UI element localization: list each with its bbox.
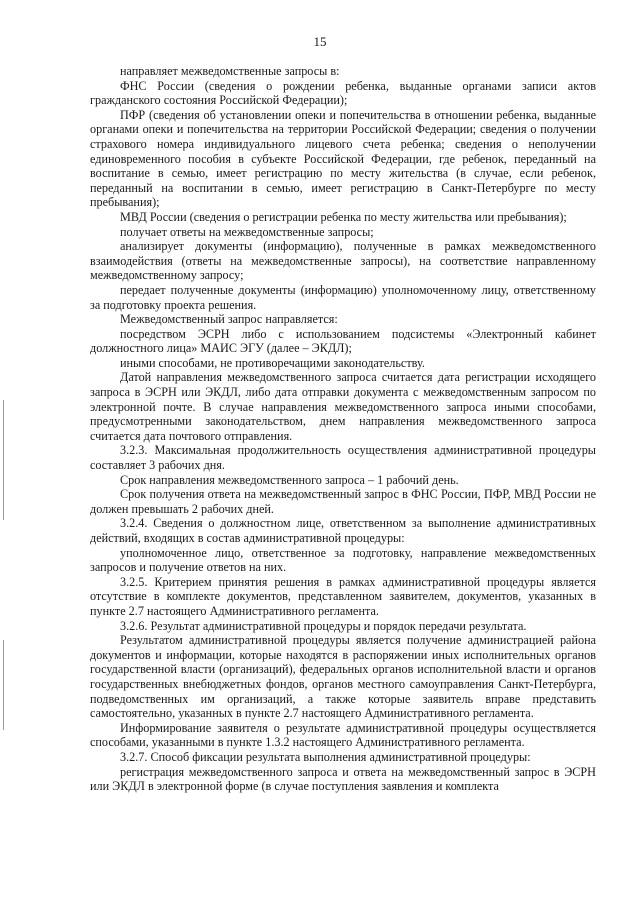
paragraph: посредством ЭСРН либо с использованием подсистемы «Электронный кабинет должностного лица» МАИС ЭГУ (далее – ЭКДЛ); xyxy=(90,326,596,356)
paragraph: МВД России (сведения о регистрации ребенка по месту жительства или пребывания); xyxy=(120,209,567,224)
document-body xyxy=(90,64,596,794)
paragraph: получает ответы на межведомственные запросы; xyxy=(120,224,374,239)
paragraph: Срок направления межведомственного запроса – 1 рабочий день. xyxy=(120,472,459,487)
paragraph: передает полученные документы (информацию) уполномоченному лицу, ответственному за подготовку проекта решения. xyxy=(90,282,596,312)
paragraph: иными способами, не противоречащими законодательству. xyxy=(120,355,425,370)
paragraph: Результатом административной процедуры является получение администрацией района документов и информации, которые находятся в распоряжении иных исполнительных органов государственной власти (организаций), федеральных органов исполнительной власти и органов государственных внебюджетных фондов, органов местного самоуправления Санкт-Петербурга, подведомственных им организаций, а также которые заявитель вправе представить самостоятельно, указанных в пункте 2.7 настоящего Административного регламента. xyxy=(90,633,596,721)
paragraph: ФНС России (сведения о рождении ребенка, выданные органами записи актов гражданского состояния Российской Федерации); xyxy=(90,78,596,108)
paragraph: Датой направления межведомственного запроса считается дата регистрации исходящего запроса в ЭСРН или ЭКДЛ, либо дата отправки документа с межведомственным запросом по электронной почте. В случае направления межведомственного запроса иными способами, предусмотренными законодательством, днем направления межведомственного запроса считается дата почтового отправления. xyxy=(90,370,596,443)
paragraph: направляет межведомственные запросы в: xyxy=(120,64,340,78)
paragraph: 3.2.7. Способ фиксации результата выполнения административной процедуры: xyxy=(120,749,531,764)
paragraph: уполномоченное лицо, ответственное за подготовку, направление межведомственных запросов и получение ответов на них. xyxy=(90,545,596,575)
scan-edge-mark xyxy=(3,400,4,520)
paragraph: Межведомственный запрос направляется: xyxy=(120,312,338,327)
paragraph: 3.2.4. Сведения о должностном лице, ответственном за выполнение административных действий, входящих в состав административной процедуры: xyxy=(90,516,596,545)
paragraph: анализирует документы (информацию), полученные в рамках межведомственного взаимодействия (ответы на межведомственные запросы), на соответствие направленному межведомственному запросу; xyxy=(90,239,596,283)
paragraph: регистрация межведомственного запроса и ответа на межведомственный запрос в ЭСРН или ЭКДЛ в электронной форме (в случае поступления заявления и комплекта xyxy=(90,764,596,794)
scan-edge-mark xyxy=(3,640,4,730)
page-number: 15 xyxy=(313,34,327,49)
paragraph: Срок получения ответа на межведомственный запрос в ФНС России, ПФР, МВД России не должен превышать 2 рабочих дней. xyxy=(90,487,596,516)
paragraph: ПФР (сведения об установлении опеки и попечительства в отношении ребенка, выданные органами опеки и попечительства на территории Российской Федерации; сведения о получении страхового номера индивидуального лицевого счета ребенка; сведения о неполучении единовременного пособия в субъекте Российской Федерации, где ребенок, переданный на воспитание в семью, имеет регистрацию по месту жительства (в случае, если ребенок, переданный на воспитании в семью, имеет регистрацию в Санкт-Петербурге по месту пребывания); xyxy=(90,107,596,210)
paragraph: 3.2.5. Критерием принятия решения в рамках административной процедуры является отсутствие в комплекте документов, представленном заявителем, документов, указанных в пункте 2.7 настоящего Административного регламента. xyxy=(90,574,596,618)
paragraph: 3.2.6. Результат административной процедуры и порядок передачи результата. xyxy=(120,618,527,633)
paragraph: Информирование заявителя о результате административной процедуры осуществляется способами, указанными в пункте 1.3.2 настоящего Административного регламента. xyxy=(90,720,596,750)
paragraph: 3.2.3. Максимальная продолжительность осуществления административной процедуры составляет 3 рабочих дня. xyxy=(90,443,596,473)
